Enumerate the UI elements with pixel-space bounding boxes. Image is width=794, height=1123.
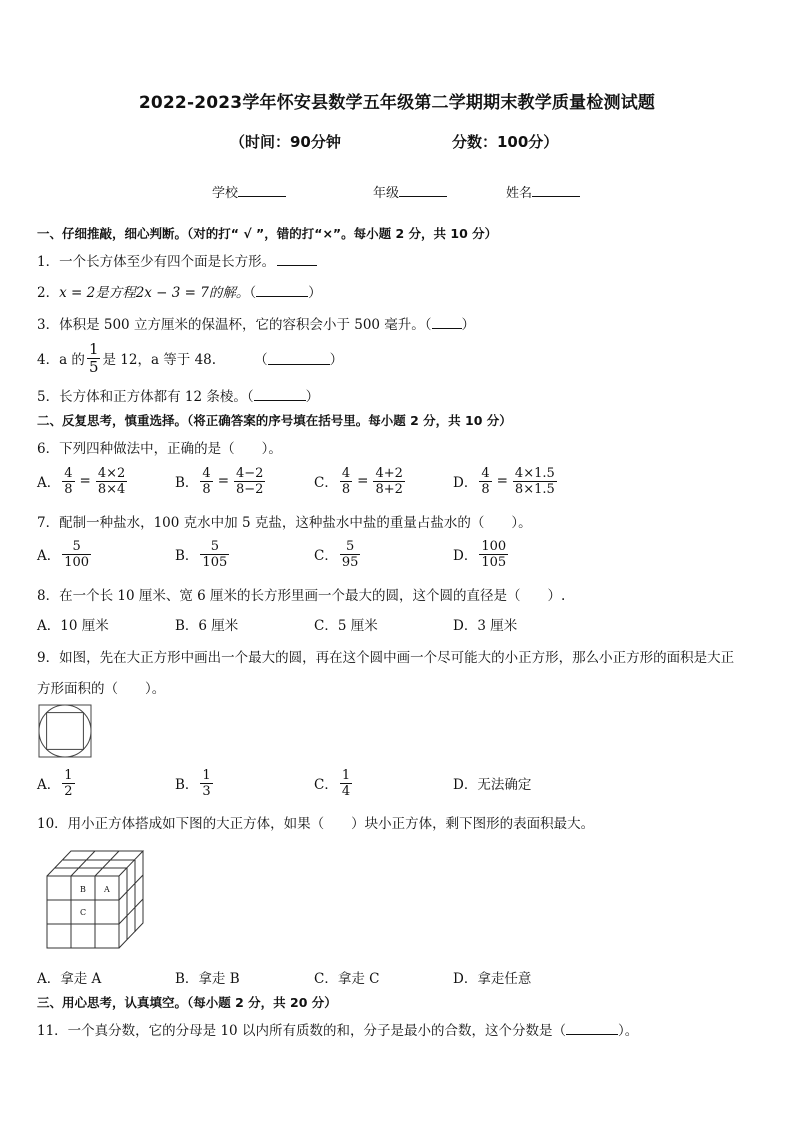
option-8a[interactable]: A．10 厘米 (37, 618, 109, 634)
option-9d[interactable]: D．无法确定 (453, 777, 532, 793)
grade-field[interactable] (373, 182, 447, 201)
option-6d[interactable]: D． $\frac{4}{8}$ = $\frac{4\times 1.5}{8\times 1.5}$ (453, 465, 555, 497)
answer-blank-4[interactable] (268, 352, 330, 365)
answer-blank-2[interactable] (256, 284, 308, 297)
school-label: 学校 (212, 186, 239, 201)
section-1-heading: 一、仔细推敲，细心判断。（对的打“ √ ”，错的打“×”。每小题 2 分，共 10 分） (37, 226, 498, 241)
question-1: 1．一个长方体至少有四个面是长方形。 (37, 250, 317, 270)
question-3: 3．体积是 500 立方厘米的保温杯，它的容积会小于 500 毫升。（ ） (37, 317, 476, 333)
school-field[interactable] (212, 182, 286, 201)
option-9c[interactable]: C． $\frac{1}{4}$ (314, 767, 351, 799)
answer-blank-5[interactable] (254, 388, 306, 401)
section-2-heading: 二、反复思考，慎重选择。（将正确答案的序号填在括号里。每小题 2 分，共 10 分） (37, 413, 512, 428)
option-6b[interactable]: B． $\frac{4}{8}$ = $\frac{4-2}{8-2}$ (175, 465, 264, 497)
option-8c[interactable]: C．5 厘米 (314, 618, 378, 634)
grade-label: 年级 (373, 186, 400, 201)
time-info: （时间：90分钟 (230, 133, 341, 151)
cube-label-c: C (80, 908, 87, 917)
option-10d[interactable]: D．拿走任意 (453, 971, 532, 987)
cube-top-face (47, 851, 143, 876)
option-10c[interactable]: C．拿走 C (314, 971, 380, 987)
option-7b[interactable]: B． $\frac{5}{105}$ (175, 538, 228, 570)
score-info: 分数：100分） (452, 133, 559, 151)
question-2: 2．x = 2是方程2x − 3 = 7的解。（ ） (37, 285, 322, 301)
question-7-options (37, 534, 757, 574)
cube-label-a: A (104, 885, 110, 894)
square-circle-figure (38, 704, 92, 758)
question-6-options (37, 461, 757, 501)
option-6c[interactable]: C． $\frac{4}{8}$ = $\frac{4+2}{8+2}$ (314, 465, 403, 497)
option-7a[interactable]: A． $\frac{5}{100}$ (37, 538, 90, 570)
question-5: 5．长方体和正方体都有 12 条棱。（ ） (37, 389, 320, 405)
section-3-heading: 三、用心思考，认真填空。（每小题 2 分，共 20 分） (37, 995, 337, 1010)
answer-blank-11[interactable] (566, 1022, 618, 1035)
cube-right-face (119, 851, 143, 948)
answer-blank-3[interactable] (432, 316, 462, 329)
option-6a[interactable]: A． $\frac{4}{8}$ = $\frac{4\times 2}{8\times 4}$ (37, 465, 126, 497)
question-9-line-1: 9．如图，先在大正方形中画出一个最大的圆，再在这个圆中画一个尽可能大的小正方形，那么小正方形的面积是大正 (37, 650, 735, 666)
question-9-line-2: 方形面积的（ ）。 (37, 681, 166, 697)
option-10a[interactable]: A．拿走 A (37, 971, 102, 987)
small-square (47, 713, 84, 750)
option-9b[interactable]: B． $\frac{1}{3}$ (175, 767, 211, 799)
question-10: 10．用小正方体搭成如下图的大正方体，如果（ ）块小正方体，剩下图形的表面积最大。 (37, 816, 595, 832)
option-10b[interactable]: B．拿走 B (175, 971, 240, 987)
option-8b[interactable]: B．6 厘米 (175, 618, 239, 634)
question-7: 7．配制一种盐水，100 克水中加 5 克盐，这种盐水中盐的重量占盐水的（ ）。 (37, 515, 532, 531)
question-9-options (37, 763, 757, 803)
question-6: 6．下列四种做法中，正确的是（ ）。 (37, 441, 282, 457)
name-field[interactable] (506, 182, 580, 201)
cube-figure (44, 848, 148, 952)
cube-label-b: B (80, 885, 86, 894)
answer-blank-1[interactable] (277, 253, 317, 266)
question-11: 11．一个真分数，它的分母是 10 以内所有质数的和，分子是最小的合数，这个分数是（ ）。 (37, 1023, 639, 1039)
exam-title: 2022-2023学年怀安县数学五年级第二学期期末教学质量检测试题 (138, 93, 656, 113)
name-label: 姓名 (506, 186, 533, 201)
option-8d[interactable]: D．3 厘米 (453, 618, 518, 634)
question-8: 8．在一个长 10 厘米、宽 6 厘米的长方形里画一个最大的圆，这个圆的直径是（ ）. (37, 588, 566, 604)
fraction-one-fifth: $\frac{1}{5}$ (88, 339, 99, 376)
option-9a[interactable]: A． $\frac{1}{2}$ (37, 767, 73, 799)
option-7c[interactable]: C． $\frac{5}{95}$ (314, 538, 359, 570)
question-4: 4．a 的 $\frac{1}{5}$ 是 12，a 等于 48. （ ） (37, 339, 344, 376)
option-7d[interactable]: D． $\frac{100}{105}$ (453, 538, 507, 570)
